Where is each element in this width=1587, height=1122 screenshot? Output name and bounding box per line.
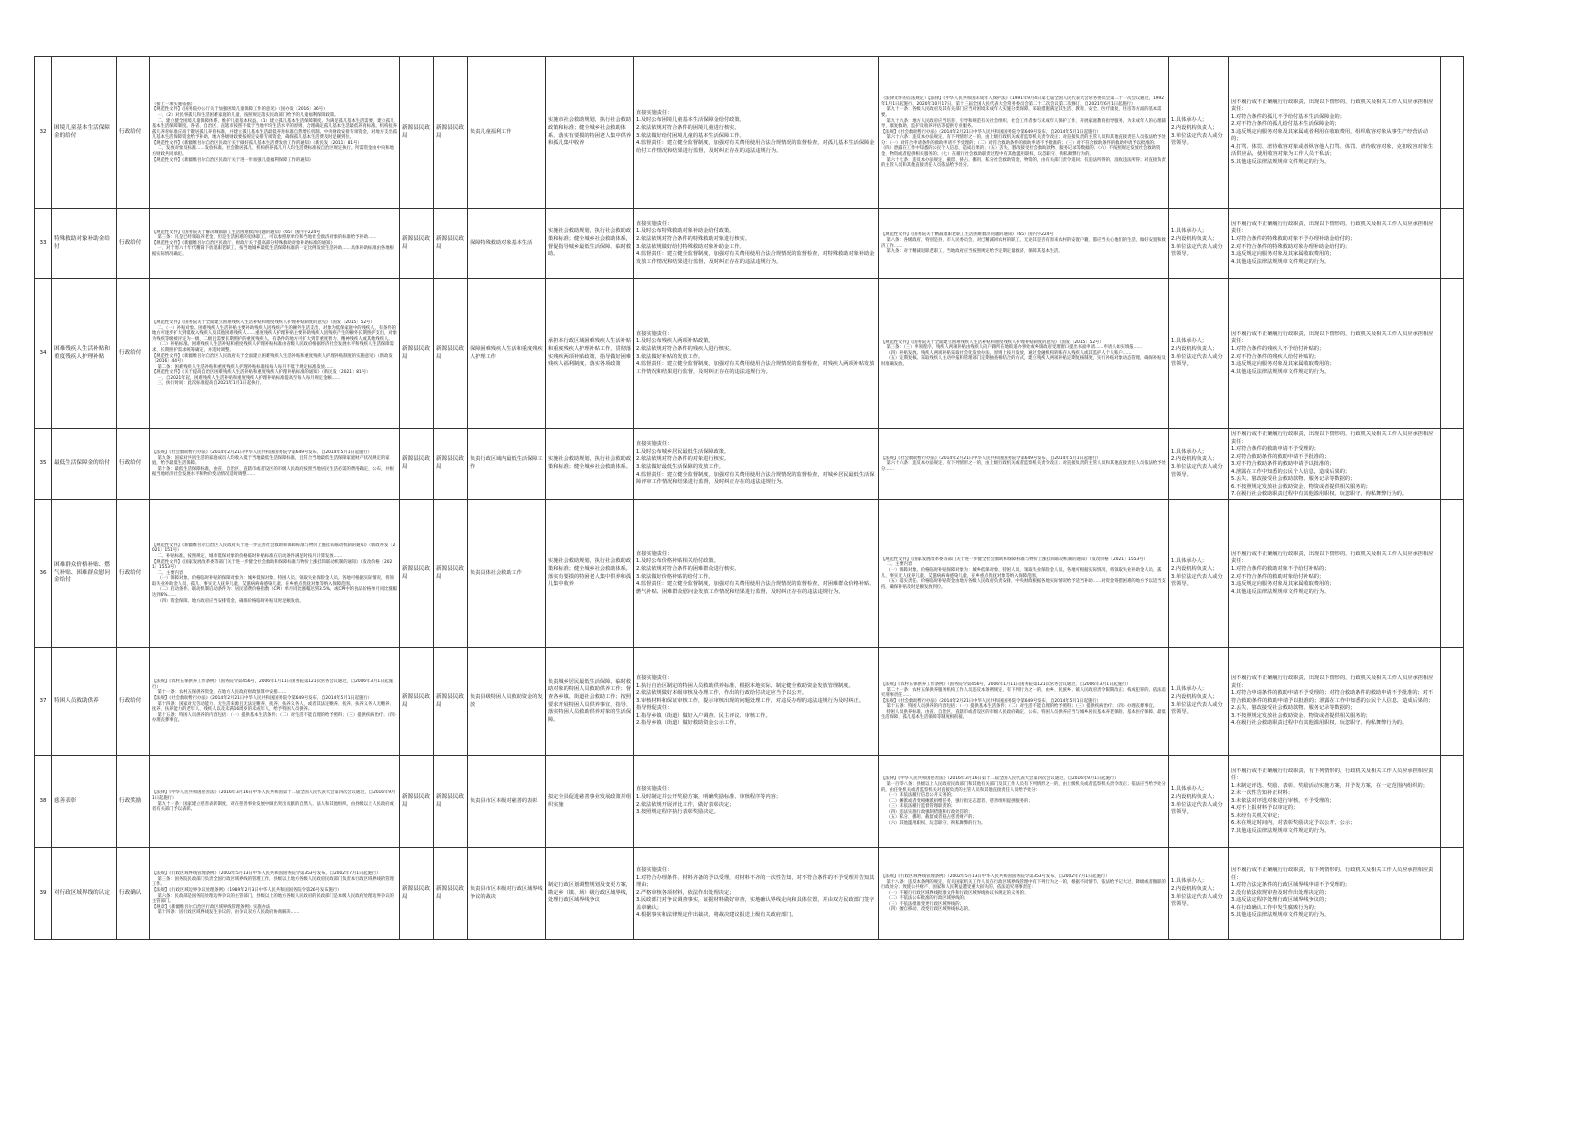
item-name: 慈善表彰	[52, 756, 117, 848]
liability-basis: （法律文件的首法规定）【法律】《中华人民共和国未成年人保护法》（1991年9月4日第七届全国人民代表大会常务委员会第二十一次会议通过，1992年1月1日起施行，2020年10月17日，第十三届全国人民代表大会常务委员会第二十二次会议第二次修订，自2021年6月1日起施行） 第九十一条：各级人民政府及其有关部门应当对困境未成年人实施分类保障，采取措施满足其生活、教育、安全、医疗康复、住房等方面的基本需要。 第九十九条：地方人民政府应当培育、引导和规范有关社会组织、社会工作者参与未成年人保护工作，开展家庭教育指导服务，为未成年人的心理辅导、康复救助、监护及收养评估等提供专业服务。 【法规】《社会救助暂行办法》（2014年2月21日中华人民共和国国务院令第649号发布，自2014年5月1日起施行） 第六十六条：违反本办法规定，有下列情形之一的，由上级行政机关或者监察机关责令改正；对直接负责的主管人员和其他直接责任人员依法给予处分：（一）对符合申请条件的救助申请不予受理的；（二）对符合救助条件的救助申请不予批准的；（三）对不符合救助条件的救助申请予以批准的；（四）泄露在工作中知悉的公民个人信息，造成后果的；（五）丢失、篡改接受社会救助款物、服务记录等数据的；（六）不按照规定发放社会救助资金、物资或者提供相关服务的；（七）在履行社会救助职责过程中有其他滥用职权、玩忽职守、徇私舞弊行为的。 第六十七条：违反本办法规定，截留、挤占、挪用、私分社会救助资金、物资的，由有关部门责令追回；有违法所得的，没收违法所得；对直接负责的主管人员和其他直接责任人员依法给予处分。	[879, 57, 1169, 209]
row-number: 37	[35, 648, 52, 756]
internal-task: 负责县级特困人员救助资金的发放	[468, 648, 546, 756]
item-name: 困难残疾人生活补贴和重度残疾人护理补贴	[52, 279, 117, 429]
item-type: 行政给付	[117, 57, 150, 209]
remarks-cell	[1441, 648, 1464, 756]
responsibility-items: 直接实施责任： 1.及时制定并公开奖励方案，明确奖励标准、审核程序等内容； 2.依法依规开展评比工作，做好表彰决定； 3.按照规定程序执行表彰奖励决定。	[634, 756, 879, 848]
responsibility-items: 直接实施责任： 1.对符合办理条件、材料齐备的予以受理，对材料不齐的一次性告知，对不符合条件的不予受理并告知其理由； 2.严格审核各项材料，依法作出处理决定； 3.民政部门对争议调查事实，证据材料做好审查，实地确认界线走向和具体位置，并由双方民政部门签字盖章确认； 4.根据事实和法律规定作出裁决，将裁决建议报送上级有关政府部门。	[634, 848, 879, 940]
duty-list-table	[34, 56, 1464, 940]
legal-basis: 【法律】《中华人民共和国慈善法》（2016年3月16日中华人民共和国第十二届全国人民代表大会第四次会议通过，自2016年9月1日起施行） 第九十一条：国家建立慈善表彰制度，对在慈善事业发展中做出突出贡献的自然人、法人和其他组织，由县级以上人民政府或者有关部门予以表彰。	[150, 756, 400, 848]
responsibility-items: 直接实施责任： 1.及时公布残疾人两项补贴政策。 2.依法依规对符合条件的残疾人进行核实。 3.依法做好补贴的发放工作。 4.监督责任：建立健全监督制度，加强对有关费用使用合法合规情况的监督检查，对残疾人两项补贴发放工作情况和结果进行监督，及时纠正存在的违法违规行为。	[634, 279, 879, 429]
liable-subject: 1.具体承办人； 2.内设机构负责人； 3.单位法定代表人或分管领导。	[1169, 279, 1229, 429]
duty-description: 实施社会救助规划，执行社会救助政策和标准；健全城乡社会救助体系。	[546, 429, 634, 500]
responsible-dept: 新源县民政局	[434, 848, 468, 940]
implementing-dept: 新源县民政局	[400, 429, 434, 500]
row-number: 39	[35, 848, 52, 940]
implementing-dept: 新源县民政局	[400, 57, 434, 209]
item-type: 行政给付	[117, 429, 150, 500]
responsibility-items: 直接实施责任： 1.执行自治区制定的特困人员救助供养标准，根据本地实际，制定健全救助资金发放管理制度。 2.依法依规做好本级审核及办理工作，作出的行政给付决定应当予以公开。 3.审核材料和保证审核工作，提示审核出现的问题处理工作，对违反办理的违法违规行为及时纠正。 指导督促责任： 1.指导乡镇（街道）做好入户调查、民主评议、审核工作。 2.指导乡镇（街道）做好救助资金公示工作。	[634, 648, 879, 756]
duty-description: 拟定全县促进慈善事业发展政策并组织实施	[546, 756, 634, 848]
duty-description: 制定行政区划调整规划及变更方案，勘定乡（镇、场）级行政区域界线，处理行政区域界线争议	[546, 848, 634, 940]
duty-description: 实施社会救助规划，执行社会救助政策和标准；健全城乡社会救助体系，督促指导城乡最低生活保障、临时救助。	[546, 209, 634, 279]
legal-basis: 【法规】《社会救助暂行办法》（2014年2月21日中华人民共和国国务院令第649号发布，自2014年5月1日起施行） 第九条：国家对共同生活的家庭成员人均收入低于当地最低生活保障标准，且符合当地最低生活保障家庭财产状况规定的家庭，给予最低生活保障。 第十条：最低生活保障标准，由省、自治区、直辖市或者设区的市级人民政府按照当地居民生活必需的费用确定、公布，并根据当地经济社会发展水平和物价变动情况适时调整……	[150, 429, 400, 500]
implementing-dept: 新源县民政局	[400, 848, 434, 940]
row-number: 34	[35, 279, 52, 429]
responsible-dept: 新源县民政局	[434, 209, 468, 279]
legal-basis: 【规范性文件】《新疆维吾尔自治区人民政府关于进一步完善社会救助和保障标准与物价上涨挂钩联动机制的通知》（新政办发〔2021〕151号） 二、补贴标准。按照规定，城市低保对象的价格临时补贴标准在启动条件满足时按月计算发放…… 【规范性文件】《国家发展改革委等部门关于进一步健全社会救助和保障标准与物价上涨挂钩联动机制的通知》（发改价格〔2021〕1553号） 二、主要内容 （一）保障对象。价格临时补贴的保障对象为：城乡低保对象、特困人员、领取失业保险金人员。各地可根据实际情况，将领取失业补助金人员、孤儿、事实无人抚养儿童、艾滋病病毒感染儿童、在乡重点优抚对象等纳入保障范围。 （二）启动条件。联动机制启动条件为：居民消费价格指数（CPI）单月同比涨幅达到3.5%，或CPI中的食品价格单月同比涨幅达到6%…… （四）资金保障。地方政府应当安排资金，确保价格临时补贴及时足额发放。	[150, 500, 400, 648]
table-row	[35, 279, 1464, 429]
internal-task: 负责行政区域内最低生活保障工作	[468, 429, 546, 500]
row-number: 32	[35, 57, 52, 209]
table-row	[35, 57, 1464, 209]
liability-basis: 【规范性文件】《国务院关于全面建立困难残疾人生活补贴和重度残疾人护理补贴制度的意见》（国发〔2015〕52号） 第三条：（三）申领程序。残疾人两项补贴由残疾人向户籍所在地街道办事处或乡镇政府受理窗口提出书面申请……申请人如实填报…… （四）补贴发放。残疾人两项补贴采取社会化发放办法，原则上按月发放，通过金融机构转账存入残疾人或其监护人个人账户…… （五）定期复核。采取残疾人主动申报和管理部门定期抽查相结合的方式，建立残疾人两项补贴定期复核制度，实行补贴对象动态管理，确保补贴及时准确发放。	[879, 279, 1169, 429]
responsible-dept: 新源县民政局	[434, 500, 468, 648]
row-number: 35	[35, 429, 52, 500]
liable-subject: 1.具体承办人； 2.内设机构负责人； 3.单位法定代表人或分管领导。	[1169, 648, 1229, 756]
row-number: 33	[35, 209, 52, 279]
row-number: 36	[35, 500, 52, 648]
legal-basis: 【规范性文件】《国务院关于解决城镇职工生活困难救济问题的通知》（65）国内字224号 第三条：凡是已经领取养老金，但是生活困难的退休职工，可以参照原单位和当地社会救济对象的标准给予补助…… 【规范性文件】《新疆维吾尔自治区民政厅、财政厅关于提高部分特殊救助对象补助标准的通知》 一、对于原六十年代精简下放退职老职工，按当地城乡最低生活保障标准的一定比例发放生活补助……具体补助标准由各地根据实际情况确定。	[150, 209, 400, 279]
liable-subject: 1.具体承办人； 2.内设机构负责人； 3.单位法定代表人或分管领导。	[1169, 848, 1229, 940]
remarks-cell	[1441, 209, 1464, 279]
legal-basis: 【规范性文件】《国务院关于全面建立困难残疾人生活补贴和重度残疾人护理补贴制度的意见》（国发〔2015〕52号） 二、（一）补贴对象。困难残疾人生活补贴主要补助残疾人因残疾产生的额外生活支出，对象为低保家庭中的残疾人，有条件的地方可逐步扩大到低收入残疾人及其他困难残疾人……重度残疾人护理补贴主要补助残疾人因残疾产生的额外长期照护支出，对象为残疾等级被评定为一级、二级且需要长期照护的重度残疾人，有条件的地方可扩大到非重度智力、精神残疾人或其他残疾人。 （二）补贴标准。困难残疾人生活补贴和重度残疾人护理补贴标准由省级人民政府根据经济社会发展水平和残疾人生活保障需求、长期照护需求统筹确定，并适时调整。 【规范性文件】《新疆维吾尔自治区人民政府关于全面建立困难残疾人生活补贴和重度残疾人护理补贴制度的实施意见》（新政发〔2016〕44号） 第二条：困难残疾人生活补贴和重度残疾人护理补贴标准按每人每月不低于规定标准发放…… 【规范性文件】《关于提高自治区困难残疾人生活补贴和重度残疾人护理补贴标准的通知》（新民发〔2021〕81号） 一、自2021年起，困难残疾人生活补贴和重度残疾人护理补贴标准提高至每人每月规定金额…… 三、执行时间：此次标准提高自2021年1月1日起执行。	[150, 279, 400, 429]
table-row	[35, 756, 1464, 848]
item-type: 行政给付	[117, 648, 150, 756]
liable-subject: 1.具体承办人； 2.内设机构负责人； 3.单位法定代表人或分管领导。	[1169, 429, 1229, 500]
liability-conditions: 因不履行或不正确履行行政职责，有下列情形的，行政机关及相关工作人员应承担相应责任： 1.对符合法定条件的行政区域界线申请不予受理的； 2.没有依法依规审查及时作出处理决定的； 3.违反法定程序处理行政区域界线争议的； 4.在行政确认工作中发生腐败行为的； 5.其他违反法律法规规章文件规定的行为。	[1229, 848, 1441, 940]
liability-basis: 【法规】《社会救助暂行办法》（2014年2月21日中华人民共和国国务院令第649号发布，自2014年5月1日起施行） 第六十六条：违反本办法规定，有下列情形之一的，由上级行政机关或者监察机关责令改正；对直接负责的主管人员和其他直接责任人员依法给予处分……	[879, 429, 1169, 500]
table-row	[35, 209, 1464, 279]
internal-task: 负责具体社会救助工作	[468, 500, 546, 648]
internal-task: 保障困难残疾人生活和重度残疾人护理工作	[468, 279, 546, 429]
internal-task: 负责儿童福利工作	[468, 57, 546, 209]
liable-subject: 1.具体承办人； 2.内设机构负责人； 3.单位法定代表人或分管领导。	[1169, 756, 1229, 848]
responsible-dept: 新源县民政局	[434, 429, 468, 500]
responsibility-items: 直接实施责任： 1.及时公布困境儿童基本生活保障金给付政策。 2.依法依规对符合条件的困境儿童进行核实。 3.依法做好给付困境儿童的基本生活保障工作。 4.监督责任：建立健全监督制度，加强对有关费用使用合法合规情况的监督检查，对孤儿基本生活保障金给付工作情况和结果进行监督，及时纠正存在的违法违规行为。	[634, 57, 879, 209]
table-row	[35, 848, 1464, 940]
liable-subject: 1.具体承办人； 2.内设机构负责人； 3.单位法定代表人或分管领导。	[1169, 209, 1229, 279]
internal-task: 负责县市区本级对行政区域界线争议的裁决	[468, 848, 546, 940]
item-name: 最低生活保障金的给付	[52, 429, 117, 500]
responsibility-items: 直接实施责任： 1.及时公布城乡居民最低生活保障政策。 2.依法依规对符合条件的对象进行核实。 3.依法做好最低生活保障的发放工作。 4.监督责任：建立健全监督制度，加强对有关费用使用合法合规情况的监督检查，对城乡居民最低生活保障评审工作情况和结果进行监督，及时纠正存在的违法违规行为。	[634, 429, 879, 500]
table-row	[35, 500, 1464, 648]
responsible-dept: 新源县民政局	[434, 648, 468, 756]
liability-conditions: 因不履行或不正确履行行政职责，出现以下情形的，行政机关及相关工作人员应承担相应责任： 1.对符合条件的特殊救助对象不予办理补助金给付的； 2.对不符合条件的特殊救助对象办理补助金给付的； 3.违反规定向服务对象及其家属收取费用的； 4.其他违反法律法规规章文件规定的行为。	[1229, 209, 1441, 279]
implementing-dept: 新源县民政局	[400, 756, 434, 848]
duty-description: 负责城乡居民最低生活保障、临时救助对象的特困人员救助供养工作；督查各乡镇、街道社会救助工作；按照要求开展特困人员供养事宜，指导、落实特困人员救助供养对象的生活保障。	[546, 648, 634, 756]
responsible-dept: 新源县民政局	[434, 57, 468, 209]
responsible-dept: 新源县民政局	[434, 756, 468, 848]
remarks-cell	[1441, 500, 1464, 648]
legal-basis: （接上一项实施依据） 【规范性文件】《国务院办公厅关于加强困境儿童保障工作的意见》（国办发〔2016〕36号） 一、（2）对民事孤儿和生活困难家庭的儿童，按照规定落实民政部门给予的儿童福利保障政策。 二、建立健全困境儿童保障体系，维护儿童基本权益。（1）建立孤儿基本生活保障制度。为满足孤儿基本生活需要，建立孤儿基本生活保障制度。各省、自治区、直辖市按照不低于当地平均生活水平的原则，合理确定孤儿基本生活最低养育标准。机构抚养孤儿养育标准应高于散居孤儿养育标准，并建立孤儿基本生活最低养育标准自然增长机制。中央财政安排专项资金，对地方支出孤儿基本生活保障资金给予补助，地方各级财政要按规定安排专项资金，确保孤儿基本生活费及时足额到位。 【规范性文件】《新疆维吾尔自治区民政厅关于做好孤儿基本生活费发放工作的通知》（新民发〔2011〕81号） 二、发放对象及标准……发放标准。社会散居孤儿、机构供养孤儿月人均生活费标准按自治区规定执行。所需资金由中央和地方财政共同承担。 【规范性文件】《新疆维吾尔自治区民政厅关于进一步加强儿童福利保障工作的通知》	[150, 57, 400, 209]
duty-description: 承担本行政区域困难残疾人生活补贴和重度残疾人护理补贴工作，贯彻落实残疾两项补贴政策，指导做好困难残疾人福利制度，落实各项政策	[546, 279, 634, 429]
remarks-cell	[1441, 848, 1464, 940]
item-name: 特困人员救助供养	[52, 648, 117, 756]
implementing-dept: 新源县民政局	[400, 648, 434, 756]
legal-basis: 【法规】《农村五保供养工作条例》（国务院令第456号，2006年1月11日国务院第121次常务会议通过，自2006年3月1日起施行） 第十一条：农村五保供养资金，在地方人民政府财政预算中安排…… 【法规】《社会救助暂行办法》（2014年2月21日中华人民共和国国务院令第649号发布，自2014年5月1日起施行） 第十四条：国家对无劳动能力、无生活来源且无法定赡养、抚养、扶养义务人，或者其法定赡养、抚养、扶养义务人无赡养、抚养、扶养能力的老年人、残疾人以及未满16周岁的未成年人，给予特困人员供养。 第十五条：特困人员供养的内容包括：（一）提供基本生活条件；（二）对生活不能自理的给予照料；（三）提供疾病治疗；（四）办理丧葬事宜。	[150, 648, 400, 756]
row-number: 38	[35, 756, 52, 848]
internal-task: 保障特殊救助对象基本生活	[468, 209, 546, 279]
liable-subject: 1.具体承办人； 2.内设机构负责人； 3.单位法定代表人或分管领导。	[1169, 500, 1229, 648]
responsibility-items: 直接实施责任： 1.及时公布特殊救助对象补助金给付政策。 2.依法依规对符合条件的特殊救助对象进行核实。 3.依法依规做好给付特殊救助对象补助金工作。 4.监督责任：建立健全监督制度，加强对有关费用使用合法合规情况的监督检查，对特殊救助对象补助金发放工作情况和结果进行监督，及时纠正存在的违法违规行为。	[634, 209, 879, 279]
item-type: 行政给付	[117, 209, 150, 279]
table-row	[35, 648, 1464, 756]
item-type: 行政给付	[117, 279, 150, 429]
implementing-dept: 新源县民政局	[400, 209, 434, 279]
item-name: 困境儿童基本生活保障金的给付	[52, 57, 117, 209]
table-row	[35, 429, 1464, 500]
internal-task: 负责县市区本级对慈善的表彰	[468, 756, 546, 848]
liability-conditions: 因不履行或不正确履行行政职责，出现以下情形的，行政机关及相关工作人员应承担相应责任： 1.对符合条件的孤儿不予给付基本生活保障金的； 2.对不符合条件的孤儿给付基本生活保障金的； 3.违反规定向服务对象及其家属或者利用在收取费用，组织收容对象从事生产经营活动的； 4.打骂、体罚、虐待收容对象或者纵容他人打骂、体罚、虐待收容对象，克扣收容对象生活供应品，使用收容对象为工作人员干私活； 5.其他违反法律法规规章文件规定的行为。	[1229, 57, 1441, 209]
item-type: 行政奖励	[117, 756, 150, 848]
liability-conditions: 因不履行或不正确履行行政职责，有下列情形的，行政机关及相关工作人员应承担相应责任： 1.未制定评选、奖励、表彰、奖励活动实施方案，并予发方案，在一定范围内组织的； 2.未一次性告知补正材料； 3.未依法对评选对象进行审核，不予受理的； 4.对不上报材料予以审定的； 5.未经有关机关审定； 6.未在规定时间内，对表彰奖励决定予以公开、公示； 7.其他违反法律法规规章文件规定的行为。	[1229, 756, 1441, 848]
liability-conditions: 因不履行或不正确履行行政职责，出现以下情形的，行政机关及相关工作人员应承担相应责任： 1.对符合申请条件的救助申请不予受理的；对符合救助条件的救助申请不予批准的；对不符合救助条件的救助申请予以批准的；泄露在工作中知悉的公民个人信息，造成后果的； 2.丢失、篡改接受社会救助款物、服务记录等数据的； 3.不按照规定发放社会救助资金、物资或者提供相关服务的； 4.在履行社会救助职责过程中有其他滥用职权、玩忽职守、徇私舞弊行为的。	[1229, 648, 1441, 756]
implementing-dept: 新源县民政局	[400, 279, 434, 429]
item-name: 困难群众价格补贴、燃气补贴、困难群众慰问金给付	[52, 500, 117, 648]
liability-basis: 【法规】《农村五保供养工作条例》（国务院令第456号，2006年1月11日国务院第121次常务会议通过，自2006年3月1日起施行） 第二十一条：农村五保供养服务机构工作人员违反本条例规定，有下列行为之一的，由乡、民族乡、镇人民政府责令限期改正；构成犯罪的，依法追究刑事责任…… 【法规】《社会救助暂行办法》（2014年2月21日中华人民共和国国务院令第649号发布，自2014年5月1日起施行） 第十五条：特困人员供养的内容包括：（一）提供基本生活条件；（二）对生活不能自理的给予照料；（三）提供疾病治疗；（四）办理丧葬事宜。 特困人员供养标准，由省、自治区、直辖市或者设区的市级人民政府确定、公布。特困人员供养应当与城乡居民基本养老保险、基本医疗保障、最低生活保障、孤儿基本生活保障等制度相衔接。	[879, 648, 1169, 756]
liability-basis: 【法律】《中华人民共和国慈善法》（2016年3月16日第十二届全国人民代表大会第四次会议通过，自2016年9月1日起施行） 第一百零八条：县级以上人民政府民政部门和其他有关部门及其工作人员有下列情形之一的，由上级机关或者监察机关责令改正；依法应当给予处分的，由任免机关或者监察机关对直接负责的主管人员和其他直接责任人员给予处分： （一）未依法履行信息公开义务的； （二）摊派或者变相摊派捐赠任务，强行指定志愿者、慈善组织提供服务的； （三）未依法履行监督管理职责的； （四）违法实施行政强制措施和行政处罚的； （五）私分、挪用、截留或者侵占慈善财产的； （六）其他滥用职权、玩忽职守、徇私舞弊的行为。	[879, 756, 1169, 848]
item-name: 对行政区域界线的认定	[52, 848, 117, 940]
remarks-cell	[1441, 279, 1464, 429]
duty-description: 实施社会救助规划，执行社会救助政策和标准；健全城乡社会救助体系，落实有要摸的特困老人集中供养和孤儿集中收养	[546, 500, 634, 648]
item-type: 行政确认	[117, 848, 150, 940]
liability-basis: 【法规】《行政区域界线管理条例》（2002年5月13日中华人民共和国国务院令第353号发布，自2002年7月1日起施行） 第十八条：违反本条例的规定，有关国家机关工作人员在行政区域界线管理中有下列行为之一的，根据不同情节，依法给予记大过、降级或者撤职的行政处分；致使公共财产、国家和人民利益遭受重大损失的，依法追究刑事责任： （一）不履行行政区域界线批准文件和行政区域界线协议书规定的义务的； （二）不依法公布批准的行政区域界线的； （三）不依法批准变更行政区域界线的； （四）擅自移动、改变行政区域界线标志的。	[879, 848, 1169, 940]
liable-subject: 1.具体承办人； 2.内设机构负责人； 3.单位法定代表人或分管领导。	[1169, 57, 1229, 209]
liability-conditions: 因不履行或不正确履行行政职责，出现以下情形的，行政机关及相关工作人员应承担相应责任： 1.对符合条件的救助申请不予受理的； 2.对符合救助条件的救助申请不予批准的； 3.对不符合救助条件的救助申请予以批准的； 4.泄露在工作中知悉的公民个人信息，造成后果的； 5.丢失、篡改接受社会救助款物、服务记录等数据的； 6.不按照规定发放社会救助资金、物资或者提供相关服务的； 7.在履行社会救助职责过程中有其他滥用职权、玩忽职守、徇私舞弊行为的。	[1229, 429, 1441, 500]
liability-conditions: 因不履行或不正确履行行政职责，出现以下情形的，行政机关及相关工作人员应承担相应责任： 1.对符合条件的残疾人不予给付补贴的； 2.对不符合条件的残疾人给付补贴的； 3.违反规定向服务对象及其家属收取费用的； 4.其他违反法律法规规章文件规定的行为。	[1229, 279, 1441, 429]
liability-basis: 【规范性文件】《国务院关于精减退职老职工生活困难救济问题的通知》（65）国内字224号 第八条：各级政府，特别是县、市人民委员会，对已精减回农村的职工，无论其是否有原来农村的安置户籍，都应当关心他们的生活，做好安置和救济工作…… 第九条：对于精减退职老职工，当地政府应当按照规定给予定期定量救济，保障其基本生活。	[879, 209, 1169, 279]
responsible-dept: 新源县民政局	[434, 279, 468, 429]
legal-basis: 【法规】《行政区域界线管理条例》（2002年5月13日中华人民共和国国务院令第353号发布，自2002年7月1日起施行） 第三条：国务院民政部门负责全国行政区域界线的管理工作，县级以上地方各级人民政府民政部门负责本行政区域界线的管理工作。 【法规】《行政区域边界争议处理条例》（1989年2月3日中华人民共和国国务院令第26号发布施行） 第六条：民政部是国务院处理边界争议的主管部门，县级以上的地方各级人民政府的民政部门是本级人民政府处理边界争议的主管部门。 【规章】《新疆维吾尔自治区行政区域界线管理条例》实施办法 第十四条：因行政区域界线发生争议的，由争议双方人民政府协商解决……	[150, 848, 400, 940]
remarks-cell	[1441, 429, 1464, 500]
item-name: 特殊救助对象补助金给付	[52, 209, 117, 279]
item-type: 行政给付	[117, 500, 150, 648]
remarks-cell	[1441, 756, 1464, 848]
remarks-cell	[1441, 57, 1464, 209]
responsibility-items: 直接实施责任： 1.及时公布价格补贴相关给付政策。 2.依法依规对符合条件的困难群众进行核实。 3.依法做好价格补贴的给付工作。 4.监督责任：建立健全监督制度，加强对有关费用使用合法合规情况的监督检查，对困难群众价格补贴、燃气补贴、困难群众慰问金发放工作情况和结果进行监督，及时纠正存在的违法违规行为。	[634, 500, 879, 648]
liability-conditions: 因不履行或不正确履行行政职责，出现以下情形的，行政机关及相关工作人员应承担相应责任： 1.对符合条件的救助对象不予给付补贴的； 2.对不符合条件的救助对象给付补贴的； 3.违反规定向服务对象及其家属收取费用的； 4.其他违反法律法规规章文件规定的行为。	[1229, 500, 1441, 648]
duty-description: 实施市社会救助规划，执行社会救助政策和标准；健全城乡社会救助体系，落实有要摸的特困老人集中供养和孤儿集中收养	[546, 57, 634, 209]
liability-basis: 【规范性文件】《国家发展改革委等部门关于进一步健全社会救助和保障标准与物价上涨挂钩联动机制的通知》（发改价格〔2021〕1553号） 二、主要内容 （一）保障对象。价格临时补贴保障对象为：城乡低保对象、特困人员、领取失业保险金人员。各地可根据实际情况，将领取失业补助金人员、孤儿、事实无人抚养儿童、艾滋病病毒感染儿童、在乡重点优抚对象等纳入保障范围。 （五）落实责任。价格临时补贴资金由地方各级人民政府负责安排，中央财政根据各地实际情况给予适当补助……对资金筹措困难的地方予以适当支持，确保补贴及时足额发放到位。	[879, 500, 1169, 648]
implementing-dept: 新源县民政局	[400, 500, 434, 648]
